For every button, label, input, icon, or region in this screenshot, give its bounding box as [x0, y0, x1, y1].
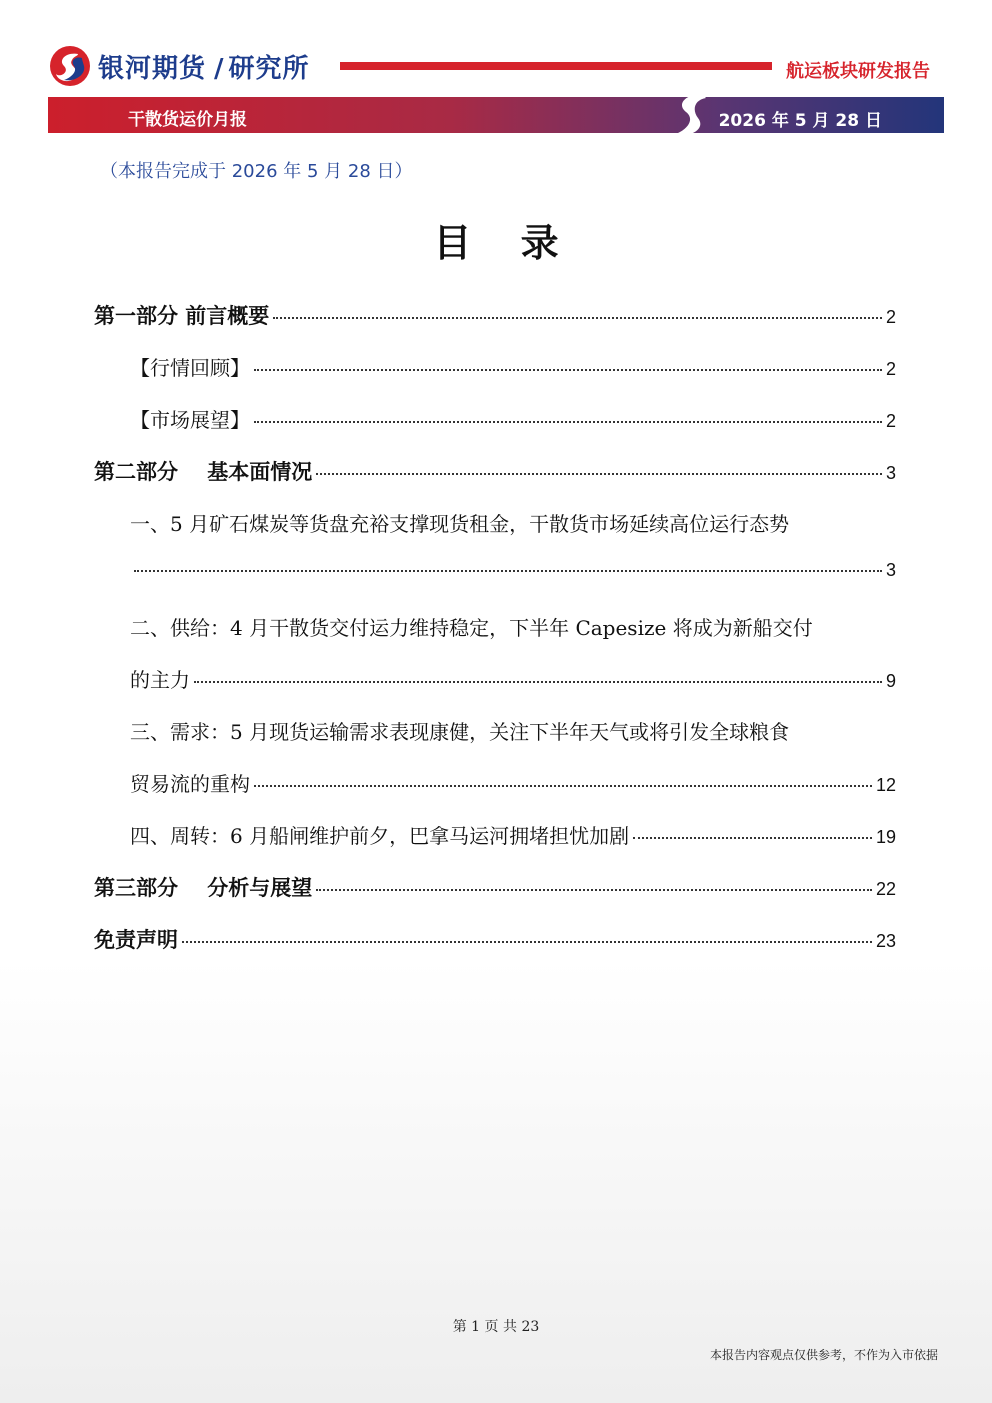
toc-page-number: 2 — [885, 307, 896, 327]
toc-entry-section2-line1[interactable]: 二、供给：4 月干散货交付运力维持稳定，下半年 Capesize 将成为新船交付 — [130, 616, 813, 640]
toc-entry-disclaimer[interactable] — [94, 924, 896, 954]
toc-page-number: 12 — [875, 775, 896, 795]
toc-entry-label: 四、周转：6 月船闸维护前夕，巴拿马运河拥堵担忧加剧 — [130, 824, 630, 848]
toc-title: 目 录 — [433, 221, 577, 265]
page-background — [0, 960, 992, 1403]
report-date: 2026 年 5 月 28 日 — [718, 111, 882, 131]
completion-note: （本报告完成于 2026 年 5 月 28 日） — [100, 161, 413, 182]
toc-entry-label: 免责声明 — [94, 928, 178, 952]
toc-page-number: 19 — [875, 827, 896, 847]
toc-entry-section3-line1[interactable]: 三、需求：5 月现货运输需求表现康健，关注下半年天气或将引发全球粮食 — [130, 720, 790, 744]
toc-page-number: 2 — [885, 359, 896, 379]
toc-entry-section3[interactable] — [130, 768, 896, 797]
toc-leader — [254, 421, 882, 423]
toc-page-number: 9 — [885, 671, 896, 691]
toc-entry-label-line2: 贸易流的重构 — [130, 772, 250, 796]
toc-entry-section1[interactable] — [130, 560, 896, 581]
toc-entry-review[interactable] — [130, 352, 896, 381]
toc-entry-label: 第三部分 分析与展望 — [94, 876, 313, 900]
footer-disclaimer: 本报告内容观点仅供参考，不作为入市依据 — [709, 1348, 938, 1362]
toc-leader — [254, 369, 882, 371]
brand-slash: / — [214, 54, 225, 84]
toc-leader — [194, 681, 882, 683]
toc-entry-label: 【行情回顾】 — [130, 356, 250, 380]
toc-entry-section4[interactable] — [130, 820, 896, 849]
toc-leader — [316, 473, 882, 475]
toc-page-number: 23 — [875, 931, 896, 951]
report-name: 干散货运价月报 — [128, 110, 247, 130]
toc-entry-section2[interactable] — [130, 664, 896, 693]
toc-entry-part3[interactable] — [94, 872, 896, 902]
header-red-rule — [340, 62, 772, 70]
page-indicator: 第 1 页 共 23 — [452, 1319, 540, 1335]
galaxy-logo-icon — [48, 44, 92, 88]
toc-page-number: 3 — [885, 560, 896, 580]
toc-entry-part2[interactable] — [94, 456, 896, 486]
toc-leader — [182, 941, 872, 943]
toc-entry-label-line2: 的主力 — [130, 668, 190, 692]
toc-leader — [316, 889, 872, 891]
header-band — [48, 97, 944, 133]
toc-entry-part1[interactable] — [94, 300, 896, 330]
toc-entry-label: 第二部分 基本面情况 — [94, 460, 313, 484]
toc-page-number: 2 — [885, 411, 896, 431]
toc-page-number: 3 — [885, 463, 896, 483]
toc-leader — [254, 785, 872, 787]
brand-division: 研究所 — [228, 54, 310, 84]
toc-entry-label: 第一部分 前言概要 — [94, 304, 270, 328]
toc-leader — [633, 837, 872, 839]
swoosh-decoration-icon — [672, 92, 708, 138]
toc-leader — [273, 317, 882, 319]
toc-entry-section1-line1[interactable]: 一、5 月矿石煤炭等货盘充裕支撑现货租金，干散货市场延续高位运行态势 — [130, 512, 790, 536]
brand-company: 银河期货 — [98, 54, 207, 84]
brand-name — [98, 48, 310, 85]
toc-entry-outlook[interactable] — [130, 404, 896, 433]
toc-leader — [134, 570, 882, 572]
toc-entry-label: 【市场展望】 — [130, 408, 250, 432]
report-category: 航运板块研发报告 — [786, 61, 930, 82]
toc-page-number: 22 — [875, 879, 896, 899]
